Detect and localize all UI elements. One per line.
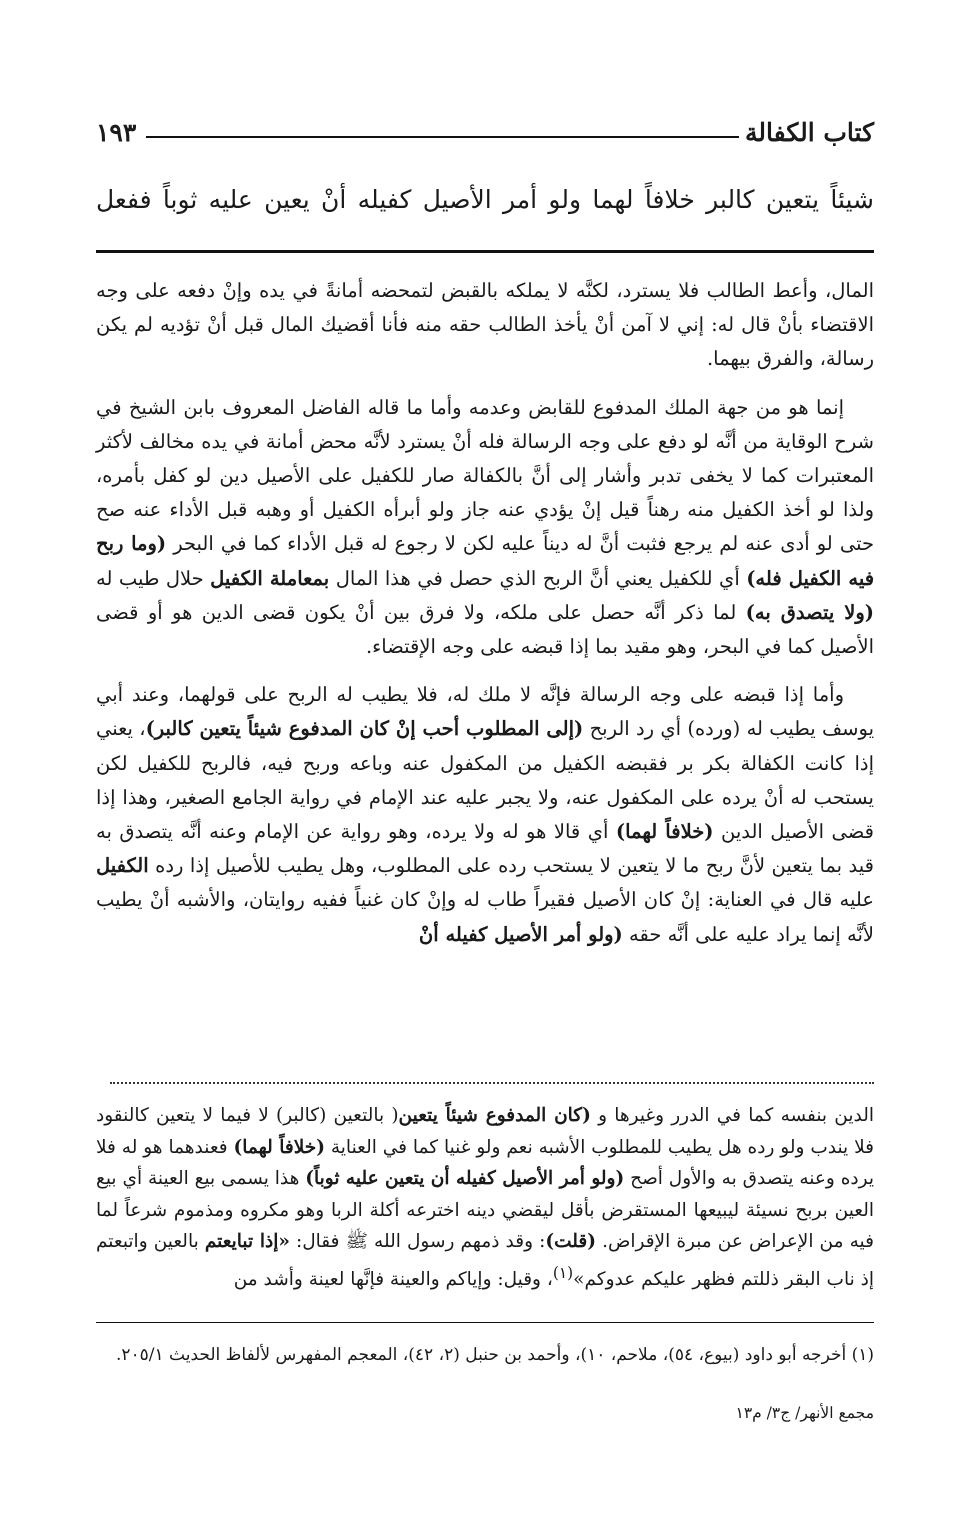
commentary-paragraph-2: إنما هو من جهة الملك المدفوع للقابض وعدمه وأما ما قاله الفاضل المعروف بابن الشيخ في شرح الوقاية من أنَّه لو دفع على وجه الرسالة فله أنْ يسترد لأنَّه محض أمانة في يده مخالف لأكثر المعتبرات كما لا يخفى تدبر وأشار إلى أنَّ بالكفالة صار للكفيل على الأصيل دين لو كفل بأمره، ولذا لو أخذ الكفيل منه رهناً قيل إنْ يؤدي عنه جاز ولو أبرأه الكفيل أو وهبه قبل الأداء عنه صح حتى لو أدى عنه لم يرجع فثبت أنَّ له ديناً عليه لكن لا رجوع له قبل الأداء كما في البحر (وما ربح فيه الكفيل فله) أي للكفيل يعني أنَّ الربح الذي حصل في هذا المال بمعاملة الكفيل حلال طيب له (ولا يتصدق به) لما ذكر أنَّه حصل على ملكه، ولا فرق بين أنْ يكون قضى الدين هو أو قضى الأصيل كما في البحر، وهو مقيد بما إذا قبضه على وجه الإقتضاء. — [96, 395, 875, 659]
commentary-block — [96, 274, 874, 966]
header-rule — [146, 136, 739, 138]
main-text-divider — [96, 250, 874, 253]
page-number: ١٩٣ — [96, 117, 137, 147]
main-text-line: شيئاً يتعين كالبر خلافاً لهما ولو أمر الأصيل كفيله أنْ يعين عليه ثوباً ففعل — [96, 185, 874, 214]
chapter-title: كتاب الكفالة — [745, 117, 874, 147]
commentary-paragraph-3: وأما إذا قبضه على وجه الرسالة فإنَّه لا ملك له، فلا يطيب له الربح على قولهما، وعند أبي يوسف يطيب له (ورده) أي رد الربح (إلى المطلوب أحب إنْ كان المدفوع شيئاً يتعين كالبر)، يعني إذا كانت الكفالة بكر بر فقبضه الكفيل من المكفول عنه وباعه وربح فيه، فالربح للكفيل لكن يستحب له أنْ يرده على المكفول عنه، ولا يجبر عليه عند الإمام في رواية الجامع الصغير، وهذا إذا قضى الأصيل الدين (خلافاً لهما) أي قالا هو له ولا يرده، وهو رواية عن الإمام وعنه أنَّه يتصدق به قيد بما يتعين لأنَّ ربح ما لا يتعين لا يستحب رده على المطلوب، وهل يطيب للأصيل إذا رده الكفيل عليه قال في العناية: إنْ كان الأصيل فقيراً طاب له وإنْ كان غنياً ففيه روايتان، والأشبه أنْ يطيب لأنَّه إنما يراد عليه على أنَّه حقه (ولو أمر الأصيل كفيله أنْ — [96, 683, 875, 946]
signature-line: مجمع الأنهر/ ج٣/ م١٣ — [735, 1404, 874, 1422]
footnote: (١) أخرجه أبو داود (بيوع، ٥٤)، ملاحم، ١٠)، وأحمد بن حنبل (٢، ٤٢)، المعجم المفهرس لألفاظ الحديث ٢٠٥/١. — [115, 1345, 874, 1365]
running-header — [96, 112, 874, 152]
dotted-divider — [110, 1082, 874, 1084]
commentary-paragraph-1: المال، وأعط الطالب فلا يسترد، لكنَّه لا يملكه بالقبض لتمحضه أمانةً في يده وإنْ دفعه على وجه الاقتضاء بأنْ قال له: إني لا آمن أنْ يأخذ الطالب حقه منه فأنا أقضيك المال قبل أنْ تؤديه لم يكن رسالة، والفرق بيهما. — [96, 279, 874, 371]
footnote-ref: (١) — [552, 1263, 574, 1282]
footnote-divider — [96, 1322, 874, 1323]
lower-paragraph: الدين بنفسه كما في الدرر وغيرها و (كان المدفوع شيئاً يتعين( بالتعين (كالبر) لا فيما لا يتعين كالنقود فلا يندب ولو رده هل يطيب للمطلوب الأشبه نعم ولو غنيا كما في العناية (خلافاً لهما) فعندهما هو له فلا يرده وعنه يتصدق به والأول أصح (ولو أمر الأصيل كفيله أن يتعين عليه ثوباً) هذا يسمى بيع العينة أي بيع العين بربح نسيئة ليبيعها المستقرض بأقل ليقضي دينه اخترعه أكلة الربا وهو مكروه ومذموم شرعاً لما فيه من الإعراض عن مبرة الإقراض. (قلت): وقد ذمهم رسول الله ﷺ فقال: «إذا تبايعتم بالعين واتبعتم إذ ناب البقر ذللتم فظهر عليكم عدوكم»$^{(١)}$، وقيل: وإياكم والعينة فإنَّها لعينة وأشد من — [96, 1105, 875, 1290]
lower-commentary — [96, 1100, 874, 1295]
